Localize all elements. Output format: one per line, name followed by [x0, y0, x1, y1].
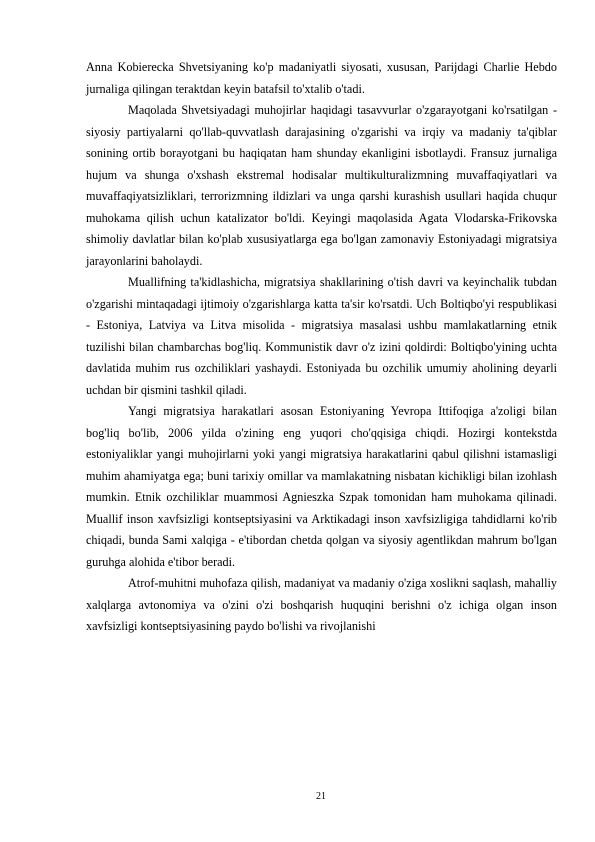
paragraph-4: Yangi migratsiya harakatlari asosan Estoniyaning Yevropa Ittifoqiga a'zoligi bilan bog'liq bo'lib, 2006 yilda o'zining eng yuqori cho'qqisiga chiqdi. Hozirgi kontekstda estoniyaliklar yangi muhojirlarni yoki yangi migratsiya harakatlarini qabul qilishni istamasligi muhim ahamiyatga ega; buni tarixiy omillar va mamlakatning nisbatan kichikligi bilan izohlash mumkin. Etnik ozchiliklar muammosi Agnieszka Szpak tomonidan ham muhokama qilinadi. Muallif inson xavfsizligi kontseptsiyasini va Arktikadagi inson xavfsizligiga tahdidlarni ko'rib chiqadi, bunda Sami xalqiga - e'tibordan chetda qolgan va siyosiy agentlikdan mahrum bo'lgan guruhga alohida e'tibor beradi.: [86, 404, 557, 569]
paragraph-3: Muallifning ta'kidlashicha, migratsiya shakllarining o'tish davri va keyinchalik tubdan o'zgarishi mintaqadagi ijtimoiy o'zgarishlarga katta ta'sir ko'rsatdi. Uch Boltiqbo'yi respublikasi - Estoniya, Latviya va Litva misolida - migratsiya masalasi ushbu mamlakatlarning etnik tuzilishi bilan chambarchas bog'liq. Kommunistik davr o'z izini qoldirdi: Boltiqbo'yining uchta davlatida muhim rus ozchiliklari yashaydi. Estoniyada bu ozchilik umumiy aholining deyarli uchdan bir qismini tashkil qiladi.: [86, 275, 557, 397]
paragraph-2: Maqolada Shvetsiyadagi muhojirlar haqidagi tasavvurlar o'zgarayotgani ko'rsatilgan - siyosiy partiyalarni qo'llab-quvvatlash darajasining o'zgarishi va irqiy va madaniy ta'qiblar sonining ortib borayotgani bu haqiqatan ham shunday ekanligini isbotlaydi. Fransuz jurnaliga hujum va shunga o'xshash ekstremal hodisalar multikulturalizmning muvaffaqiyatlari va muvaffaqiyatsizliklari, terrorizmning ildizlari va unga qarshi kurashish usullari haqida chuqur muhokama qilish uchun katalizator bo'ldi. Keyingi maqolasida Agata Vlodarska-Frikovska shimoliy davlatlar bilan ko'plab xususiyatlarga ega bo'lgan zamonaviy Estoniyadagi migratsiya jarayonlarini baholaydi.: [86, 103, 557, 268]
body-text: [86, 57, 557, 638]
paragraph-5: Atrof-muhitni muhofaza qilish, madaniyat va madaniy o'ziga xoslikni saqlash, mahalliy xalqlarga avtonomiya va o'zini o'zi boshqarish huquqini berishni o'z ichiga olgan inson xavfsizligi kontseptsiyasining paydo bo'lishi va rivojlanishi: [86, 576, 557, 633]
page-number: 21: [316, 791, 326, 802]
paragraph-1: Anna Kobierecka Shvetsiyaning ko'p madaniyatli siyosati, xususan, Parijdagi Charlie Hebdo jurnaliga qilingan teraktdan keyin batafsil to'xtalib o'tadi.: [86, 60, 557, 96]
